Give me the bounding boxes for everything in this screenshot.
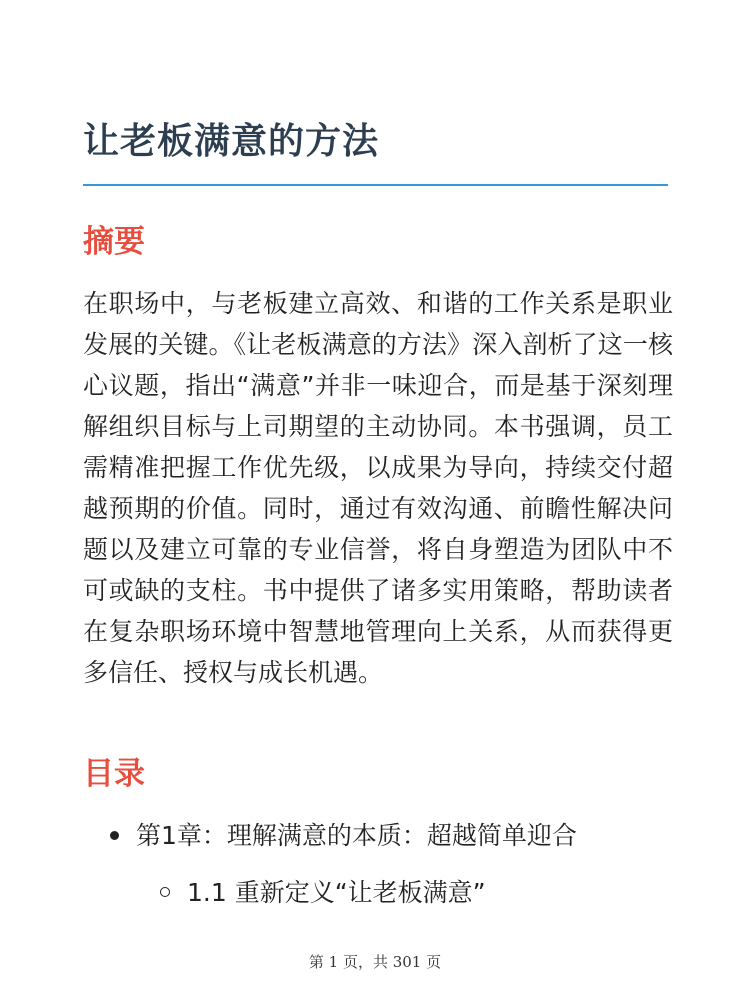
document-title: 让老板满意的方法 [83, 121, 380, 162]
bullet-circle-icon [160, 887, 170, 897]
abstract-paragraph: 在职场中，与老板建立高效、和谐的工作关系是职业发展的关键。《让老板满意的方法》深入剖析了这一核心议题，指出“满意”并非一味迎合，而是基于深刻理解组织目标与上司期望的主动协同。本书强调，员工需精准把握工作优先级，以成果为导向，持续交付超越预期的价值。同时，通过有效沟通、前瞻性解决问题以及建立可靠的专业信誉，将自身塑造为团队中不可或缺的支柱。书中提供了诸多实用策略，帮助读者在复杂职场环境中智慧地管理向上关系，从而获得更多信任、授权与成长机遇。 [83, 289, 673, 687]
page-number: 第 1 页，共 301 页 [308, 953, 442, 971]
toc-heading: 目录 [83, 756, 145, 792]
toc-item-section-1-1[interactable] [160, 875, 486, 911]
toc-item-chapter-1[interactable] [110, 818, 577, 854]
title-divider [83, 184, 668, 186]
bullet-disc-icon [110, 831, 119, 840]
toc-item-label: 1.1 重新定义“让老板满意” [187, 878, 486, 907]
toc-item-label: 第1章：理解满意的本质：超越简单迎合 [136, 821, 577, 850]
abstract-heading: 摘要 [83, 224, 145, 260]
